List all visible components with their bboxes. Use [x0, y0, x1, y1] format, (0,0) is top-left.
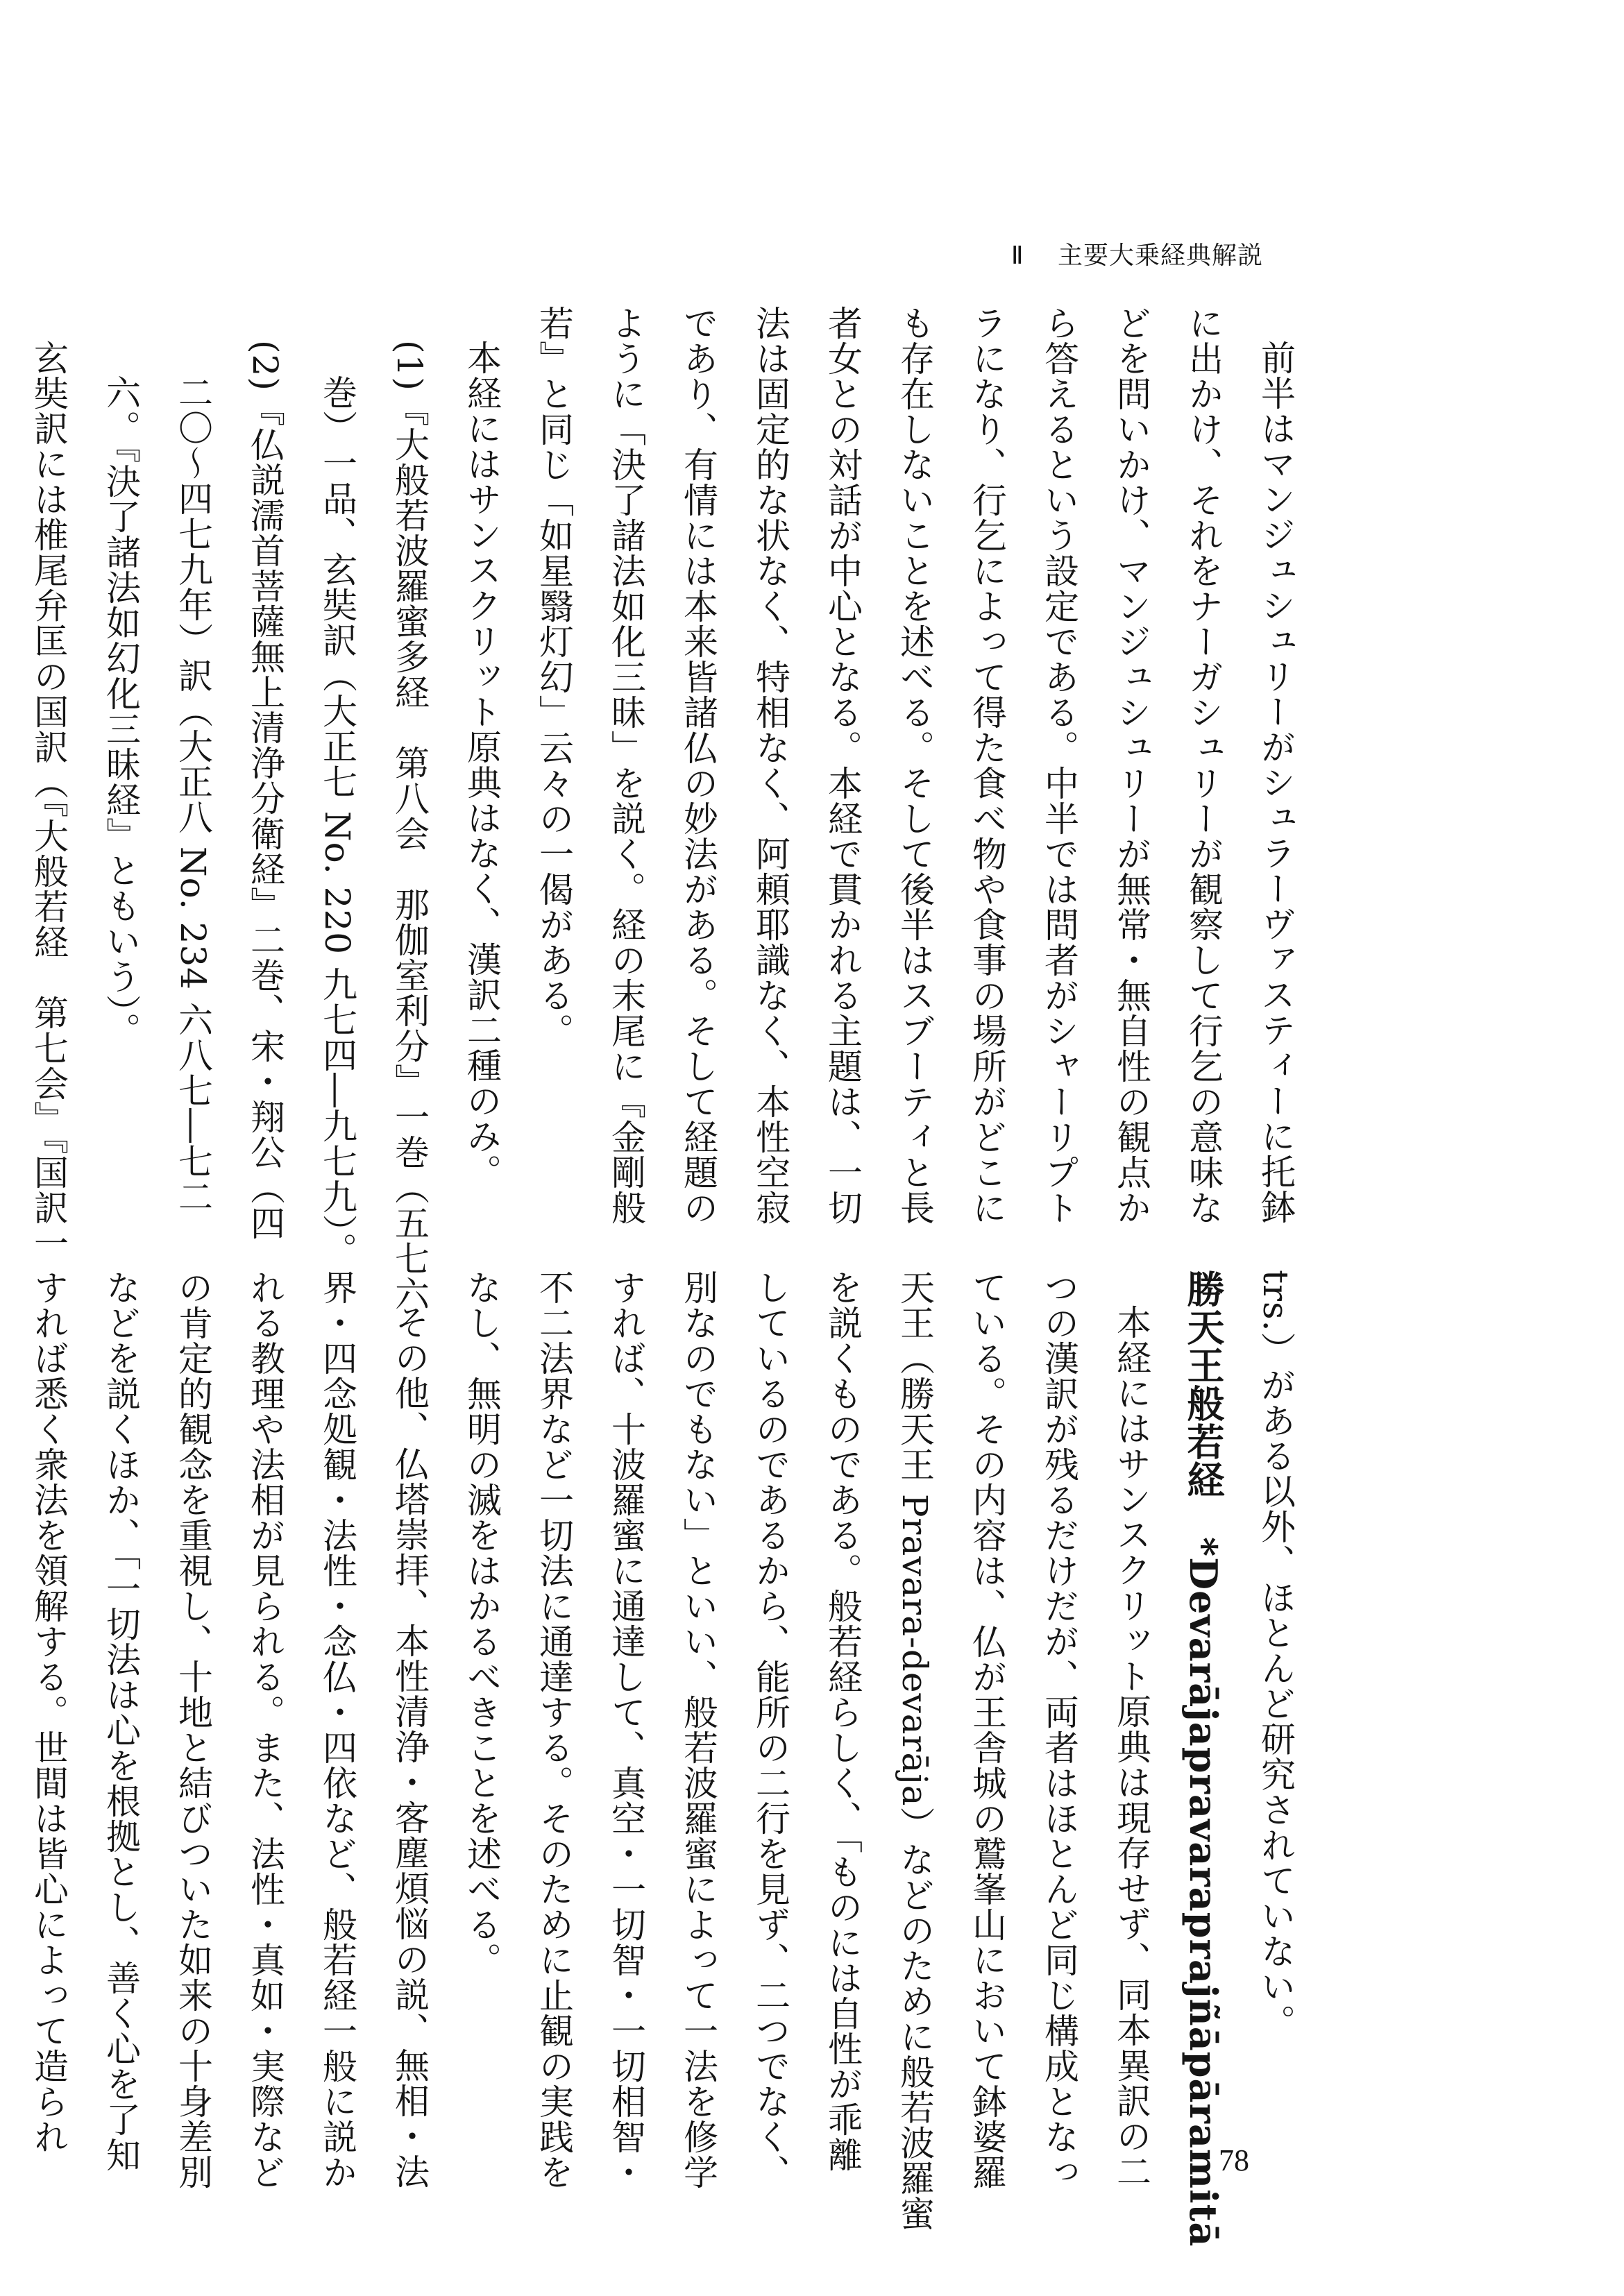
text-line: trs.）がある以外、ほとんど研究されていない。: [1255, 1270, 1296, 2040]
text-line: [0, 1270, 12, 2179]
text-line: すれば、十波羅蜜に通達して、真空・一切智・一切相智・: [606, 1270, 646, 2190]
text-line: その他、仏塔崇拝、本性清浄・客塵煩悩の説、無相・法: [389, 1304, 430, 2189]
text-line: (1)『大般若波羅蜜多経 第八会 那伽室利分』一巻（五七六: [389, 340, 430, 1311]
text-line: ように「決了諸法如化三昧」を説く。経の末尾に『金剛般: [606, 305, 646, 1225]
text-line: などを説くほか、「一切法は心を根拠とし、善く心を了知: [101, 1270, 141, 2172]
text-line: であり、有情には本来皆諸仏の妙法がある。そして経題の: [678, 305, 718, 1225]
text-line: どを問いかけ、マンジュシュリーが無常・無自性の観点か: [1111, 305, 1151, 1225]
text-line: れる教理や法相が見られる。また、法性・真如・実際など: [245, 1270, 285, 2190]
text-line: しているのであるから、能所の二行を見ず、二つでなく、: [750, 1270, 790, 2190]
text-line: 若』と同じ「如星翳灯幻」云々の一偈がある。: [534, 305, 574, 1048]
text-line: も存在しないことを述べる。そして後半はスブーティと長: [895, 305, 935, 1225]
section-title: 勝天王般若経 *Devarājapravaraprajñāpāramitā: [1181, 1270, 1226, 2247]
text-line: 界・四念処観・法性・念仏・四依など、般若経一般に説か: [317, 1270, 357, 2190]
header-title: 主要大乗経典解説: [1057, 241, 1263, 270]
text-line: 六。『決了諸法如幻化三昧経』ともいう）。: [101, 375, 141, 1048]
text-line: 法は固定的な状なく、特相なく、阿頼耶識なく、本性空寂: [750, 305, 790, 1225]
text-line: 天王（勝天王 Pravara-devarāja）などのために般若波羅蜜: [895, 1270, 935, 2231]
lower-text-block: [28, 1270, 1312, 2247]
text-line: 本経にはサンスクリット原典はなく、漢訳二種のみ。: [462, 340, 502, 1189]
text-line: (2)『仏説濡首菩薩無上清浄分衛経』二巻、宋・翔公（四: [245, 340, 285, 1241]
page-number: 78: [1219, 2143, 1249, 2177]
text-line: すれば悉く衆法を領解する。世間は皆心によって造られ: [28, 1270, 69, 2154]
text-line: 玄奘訳には椎尾弁匡の国訳（『大般若経 第七会』『国訳一: [28, 340, 69, 1261]
text-line: 別なのでもない」といい、般若波羅蜜によって一法を修学: [678, 1270, 718, 2190]
text-line: なし、無明の滅をはかるべきことを述べる。: [462, 1270, 502, 1978]
upper-text-block: [28, 305, 1312, 1311]
text-line: 不二法界など一切法に通達する。そのために止観の実践を: [534, 1270, 574, 2190]
text-line: 二〇～四七九年）訳（大正八 No. 234 六八七―七二: [173, 375, 213, 1214]
text-line: ている。その内容は、仏が王舎城の鷲峯山において鉢婆羅: [967, 1270, 1007, 2190]
text-line: を説くものである。般若経らしく、「ものには自性が乖離: [822, 1270, 863, 2172]
text-line: つの漢訳が残るだけだが、両者はほとんど同じ構成となっ: [1039, 1270, 1079, 2190]
part-numeral: Ⅱ: [1010, 241, 1024, 269]
text-line: 本経にはサンスクリット原典は現存せず、同本異訳の二: [1111, 1304, 1151, 2189]
text-line: ラになり、行乞によって得た食べ物や食事の場所がどこに: [967, 305, 1007, 1225]
running-header: [1011, 236, 1263, 271]
text-line: の肯定的観念を重視し、十地と結びついた如来の十身差別: [173, 1270, 213, 2190]
text-line: に出かけ、それをナーガシュリーが観察して行乞の意味な: [1183, 305, 1224, 1225]
text-line: ら答えるという設定である。中半では問者がシャーリプト: [1039, 305, 1079, 1225]
text-line: 前半はマンジュシュリーがシュラーヴァスティーに托鉢: [1255, 340, 1296, 1225]
text-line: 巻）一品、玄奘訳（大正七 No. 220 九七四―九七九）。: [317, 375, 357, 1268]
text-line: [0, 305, 12, 1221]
text-line: 者女との対話が中心となる。本経で貫かれる主題は、一切: [822, 305, 863, 1225]
